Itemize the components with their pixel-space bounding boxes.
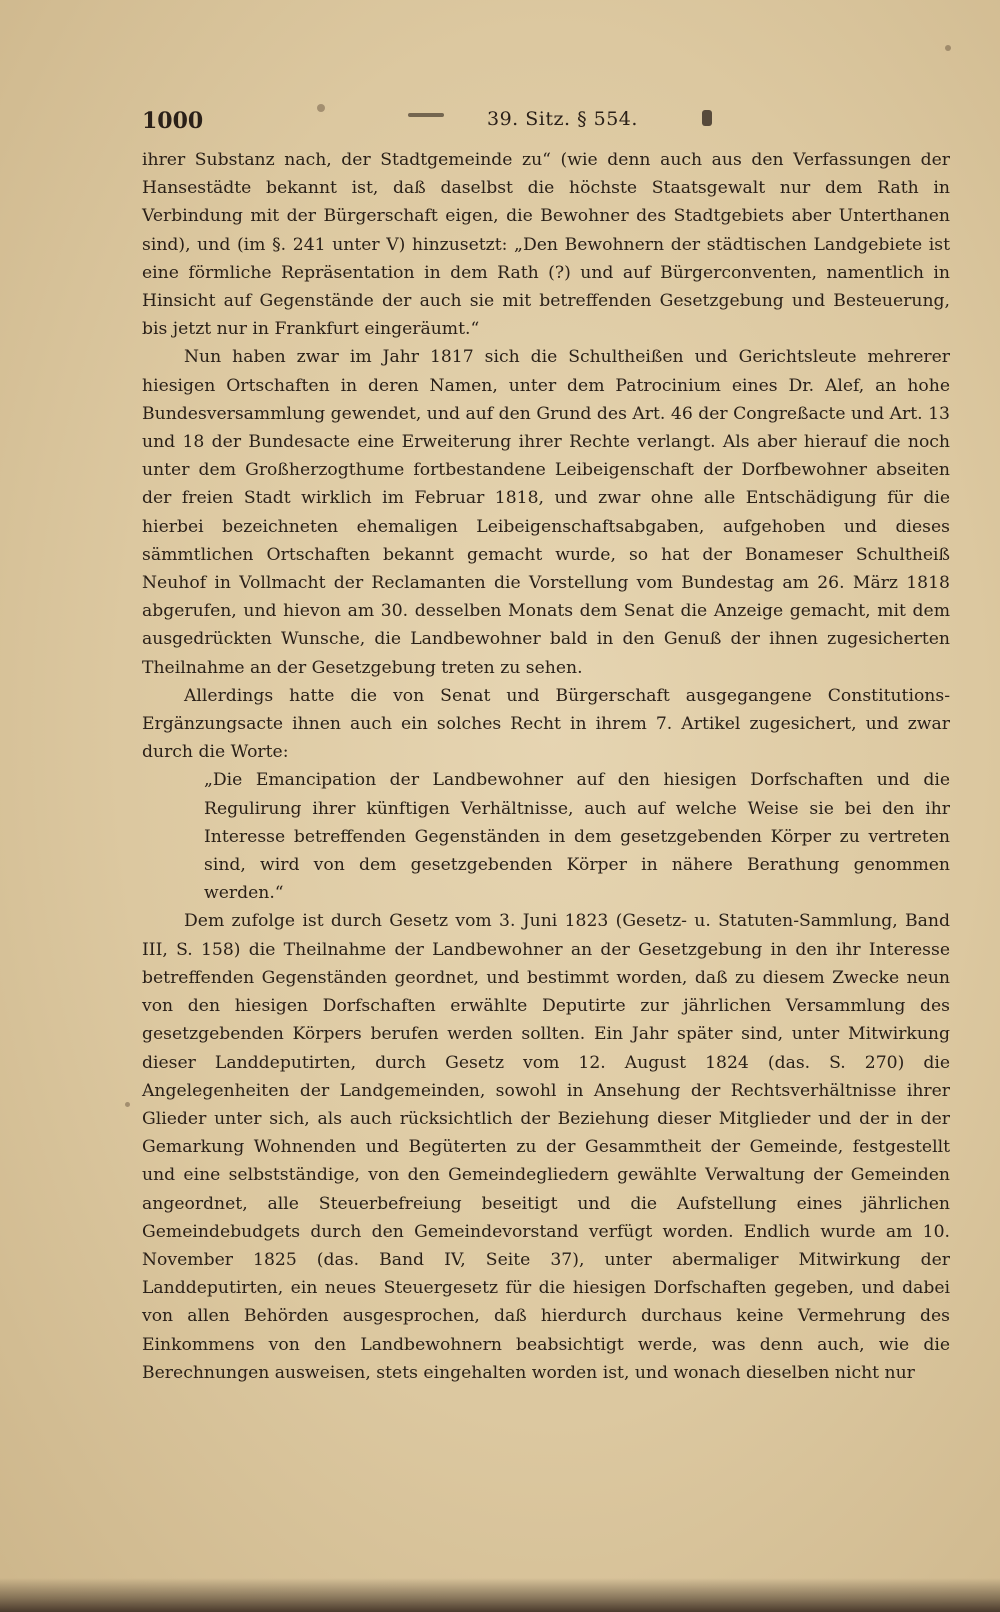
running-head — [142, 108, 942, 138]
paragraph-continuation: ihrer Substanz nach, der Stadtgemeinde zu“ (wie denn auch aus den Verfassungen der Hansestädte bekannt ist, daß daselbst die höchste Staatsgewalt nur dem Rath in Verbindung mit der Bürgerschaft eigen, die Bewohner des Stadtgebiets aber Unterthanen sind), und (im §. 241 unter V) hinzusetzt: „Den Bewohnern der städtischen Landgebiete ist eine förmliche Repräsentation in dem Rath (?) und auf Bürgerconventen, namentlich in Hinsicht auf Gegenstände der auch sie mit betreffenden Gesetzgebung und Besteuerung, bis jetzt nur in Frankfurt eingeräumt.“ — [142, 150, 950, 340]
paragraph: Dem zufolge ist durch Gesetz vom 3. Juni 1823 (Gesetz- u. Statuten-Sammlung, Band III, S. 158) die Theilnahme der Landbewohner an der Gesetzgebung in den ihr Interesse betreffenden Gegenständen geordnet, und bestimmt worden, daß zu diesem Zwecke neun von den hiesigen Dorfschaften erwählte Deputirte zur jährlichen Versammlung des gesetzgebenden Körpers berufen werden sollten. Ein Jahr später sind, unter Mitwirkung dieser Landdeputirten, durch Gesetz vom 12. August 1824 (das. S. 270) die Angelegenheiten der Landgemeinden, sowohl in Ansehung der Rechtsverhältnisse ihrer Glieder unter sich, als auch rücksichtlich der Beziehung dieser Mitglieder und der in der Gemarkung Wohnenden und Begüterten zu der Gesammtheit der Gemeinde, festgestellt und eine selbstständige, von den Gemeindegliedern gewählte Verwaltung der Gemeinden angeordnet, alle Steuerbefreiung beseitigt und die Aufstellung eines jährlichen Gemeindebudgets durch den Gemeindevorstand verfügt worden. Endlich wurde am 10. November 1825 (das. Band IV, Seite 37), unter abermaliger Mitwirkung der Landdeputirten, ein neues Steuergesetz für die hiesigen Dorfschaften gegeben, und dabei von allen Behörden ausgesprochen, daß hierdurch durchaus keine Vermehrung des Einkommens von den Landbewohnern beabsichtigt werde, was denn auch, wie die Berechnungen ausweisen, stets eingehalten worden ist, und wonach dieselben nicht nur — [142, 911, 950, 1383]
body-text — [142, 146, 950, 1387]
paragraph: Nun haben zwar im Jahr 1817 sich die Schultheißen und Gerichtsleute mehrerer hiesigen Ortschaften in deren Namen, unter dem Patrocinium eines Dr. Alef, an hohe Bundesversammlung gewendet, und auf den Grund des Art. 46 der Congreßacte und Art. 13 und 18 der Bundesacte eine Erweiterung ihrer Rechte verlangt. Als aber hierauf die noch unter dem Großherzogthume fortbestandene Leibeigenschaft der Dorfbewohner abseiten der freien Stadt wirklich im Februar 1818, und zwar ohne alle Entschädigung für die hierbei bezeichneten ehemaligen Leibeigenschaftsabgaben, aufgehoben und dieses sämmtlichen Ortschaften bekannt gemacht wurde, so hat der Bonameser Schultheiß Neuhof in Vollmacht der Reclamanten die Vorstellung vom Bundestag am 26. März 1818 abgerufen, und hievon am 30. desselben Monats dem Senat die Anzeige gemacht, mit dem ausgedrückten Wunsche, die Landbewohner bald in den Genuß der ihnen zugesicherten Theilnahme an der Gesetzgebung treten zu sehen. — [142, 347, 950, 678]
page-bottom-edge — [0, 1578, 1000, 1612]
block-quote: „Die Emancipation der Landbewohner auf den hiesigen Dorfschaften und die Regulirung ihrer künftigen Verhältnisse, auch auf welche Weise sie bei den ihr Interesse betreffenden Gegenständen in dem gesetzgebenden Körper zu vertreten sind, wird von dem gesetzgebenden Körper in nähere Berathung genommen werden.“ — [204, 770, 950, 904]
paragraph: Allerdings hatte die von Senat und Bürgerschaft ausgegangene Constitutions-Ergänzungsacte ihnen auch ein solches Recht in ihrem 7. Artikel zugesichert, und zwar durch die Worte: — [142, 685, 950, 763]
ink-smudge — [945, 45, 951, 51]
page-number: 1000 — [142, 108, 204, 134]
section-reference: 39. Sitz. § 554. — [487, 108, 638, 130]
ink-smudge — [125, 1102, 130, 1107]
